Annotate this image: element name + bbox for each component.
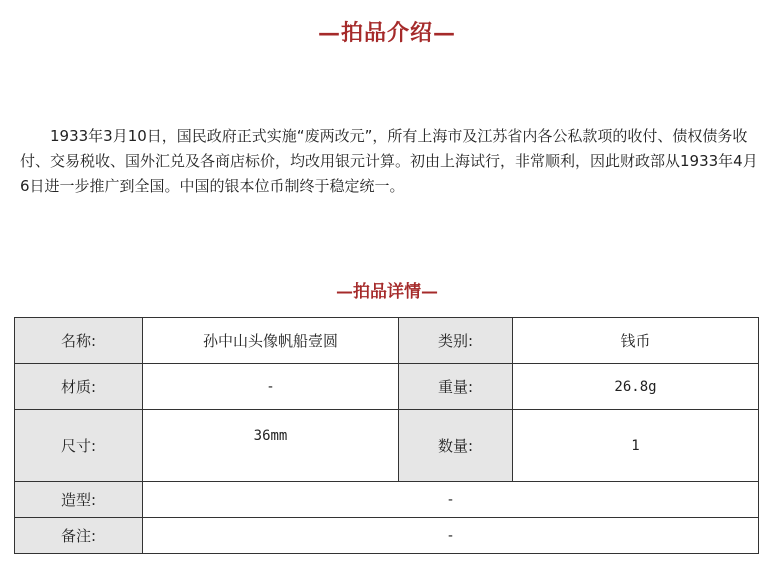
intro-section-title: —拍品介绍— [317, 20, 456, 46]
name-label: 名称: [15, 318, 143, 364]
remarks-label: 备注: [15, 518, 143, 554]
quantity-label: 数量: [399, 410, 513, 482]
table-row [15, 364, 759, 410]
size-value: 36mm [143, 410, 399, 482]
table-row [15, 518, 759, 554]
weight-label: 重量: [399, 364, 513, 410]
table-row [15, 482, 759, 518]
size-label: 尺寸: [15, 410, 143, 482]
table-row [15, 410, 759, 482]
category-value: 钱币 [513, 318, 759, 364]
category-label: 类别: [399, 318, 513, 364]
quantity-value: 1 [513, 410, 759, 482]
remarks-value: - [143, 518, 759, 554]
intro-paragraph: 1933年3月10日，国民政府正式实施“废两改元”，所有上海市及江苏省内各公私款项的收付、债权债务收付、交易税收、国外汇兑及各商店标价，均改用银元计算。初由上海试行，非常顺利，因此财政部从1933年4月6日进一步推广到全国。中国的银本位币制终于稳定统一。 [20, 127, 758, 195]
shape-label: 造型: [15, 482, 143, 518]
material-label: 材质: [15, 364, 143, 410]
table-row [15, 318, 759, 364]
details-section-title: —拍品详情— [336, 282, 438, 302]
material-value: - [143, 364, 399, 410]
weight-value: 26.8g [513, 364, 759, 410]
name-value: 孙中山头像帆船壹圆 [143, 318, 399, 364]
details-table [14, 317, 759, 554]
shape-value: - [143, 482, 759, 518]
